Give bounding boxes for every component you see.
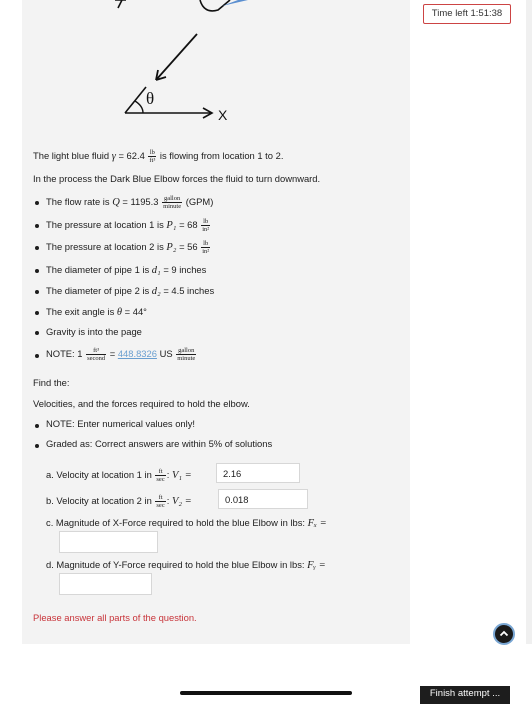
angle-symbol: θ — [146, 89, 155, 108]
bullet-dot — [35, 311, 39, 315]
flow-arrow — [156, 34, 197, 80]
flow-rate-line: The flow rate is Q = 1195.3 $\frac{\text{gallon}}{\text{minute}}$ (GPM) — [46, 195, 214, 210]
pressure-2-line: The pressure at location 2 is P₂ = 56 $\frac{lb}{\text{in²}}$ — [46, 240, 210, 255]
finish-attempt-button[interactable]: Finish attempt ... — [420, 686, 510, 704]
velocity-2-input[interactable]: 0.018 — [218, 489, 308, 509]
page-scrollbar[interactable] — [526, 0, 532, 644]
bullet-dot — [35, 201, 39, 205]
scroll-up-button[interactable] — [493, 623, 515, 645]
conversion-note-line: NOTE: 1 $\frac{\text{ft³}}{\text{second}}$ = 448.8326 US $\frac{\text{gallon}}{\text{minute}}$ — [46, 347, 196, 362]
question-c-label: c. Magnitude of X-Force required to hold the blue Elbow in lbs: Fₓ = — [46, 517, 327, 529]
quiz-sidebar — [410, 0, 532, 644]
velocity-1-input[interactable]: 2.16 — [216, 463, 300, 483]
grading-note: Graded as: Correct answers are within 5% of solutions — [46, 438, 273, 449]
question-d-label: d. Magnitude of Y-Force required to hold the blue Elbow in lbs: Fᵧ = — [46, 559, 326, 571]
bullet-dot — [35, 424, 39, 428]
bullet-dot — [35, 269, 39, 273]
bullet-dot — [35, 331, 39, 335]
find-label: Find the: — [33, 377, 70, 388]
bullet-dot — [35, 354, 39, 358]
y-force-input[interactable] — [59, 573, 152, 595]
bullet-dot — [35, 444, 39, 448]
numerical-note: NOTE: Enter numerical values only! — [46, 418, 196, 429]
answer-warning: Please answer all parts of the question. — [33, 612, 197, 623]
home-indicator — [180, 691, 352, 695]
question-a-label: a. Velocity at location 1 in $\frac{ft}{\sec}$ : V₁ = — [46, 468, 192, 483]
gamma-unit: $\frac{lb}{\text{ft³}}$ — [149, 149, 156, 164]
elbow-diagram — [22, 0, 410, 135]
axis-top-mark — [115, 0, 126, 8]
chevron-up-icon — [495, 625, 513, 643]
exit-angle-line: The exit angle is θ = 44° — [46, 306, 147, 318]
angle-arc — [135, 101, 143, 113]
bullet-dot — [35, 290, 39, 294]
pressure-1-line: The pressure at location 1 is P₁ = 68 $\frac{lb}{\text{in²}}$ — [46, 218, 210, 233]
conversion-link[interactable]: 448.8326 — [117, 347, 157, 359]
gravity-line: Gravity is into the page — [46, 326, 142, 337]
diameter-2-line: The diameter of pipe 2 is d₂ = 4.5 inches — [46, 285, 215, 297]
question-b-label: b. Velocity at location 2 in $\frac{ft}{\sec}$ : V₂ = — [46, 494, 192, 509]
bullet-dot — [35, 246, 39, 250]
time-left-badge: Time left 1:51:38 — [423, 4, 511, 24]
x-axis-label: X — [218, 107, 228, 123]
pipe-outline — [200, 0, 230, 11]
x-force-input[interactable] — [59, 531, 158, 553]
bullet-dot — [35, 224, 39, 228]
diameter-1-line: The diameter of pipe 1 is d₁ = 9 inches — [46, 264, 207, 276]
find-description: Velocities, and the forces required to hold the elbow. — [33, 398, 250, 409]
intro-line: The light blue fluid γ = 62.4 $\frac{lb}{\text{ft³}}$ is flowing from location 1 to 2. — [33, 149, 284, 164]
elbow-description: In the process the Dark Blue Elbow forces the fluid to turn downward. — [33, 173, 321, 184]
